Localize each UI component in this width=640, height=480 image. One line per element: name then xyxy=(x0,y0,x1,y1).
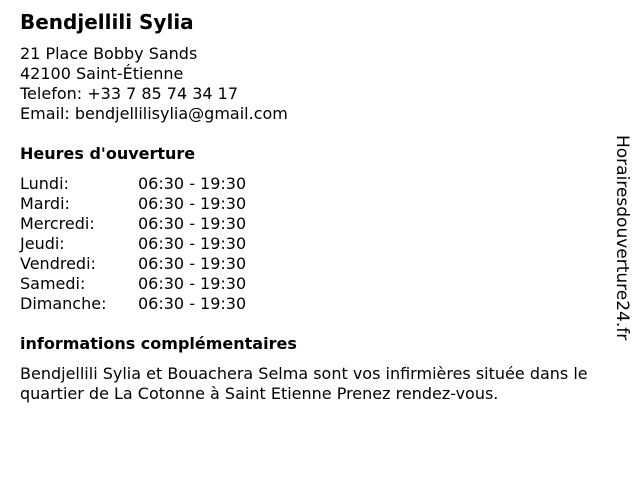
time-range: 06:30 - 19:30 xyxy=(138,274,247,293)
day-label: Lundi: xyxy=(20,174,69,193)
time-range: 06:30 - 19:30 xyxy=(138,194,247,213)
hours-row-thursday xyxy=(20,234,246,254)
contact-block xyxy=(20,44,288,124)
time-range: 06:30 - 19:30 xyxy=(138,254,247,273)
watermark-vertical xyxy=(612,135,632,345)
phone-number: Telefon: +33 7 85 74 34 17 xyxy=(20,84,239,103)
hours-row-sunday xyxy=(20,294,246,314)
day-label: Dimanche: xyxy=(20,294,107,313)
additional-info-text: Bendjellili Sylia et Bouachera Selma sont vos infirmières située dans le quartier de La Cotonne à Saint Etienne Prenez rendez-vous. xyxy=(20,364,588,403)
address-city: 42100 Saint-Étienne xyxy=(20,64,184,83)
email-address: Email: bendjellilisylia@gmail.com xyxy=(20,104,288,123)
day-label: Mardi: xyxy=(20,194,70,213)
day-label: Samedi: xyxy=(20,274,86,293)
time-range: 06:30 - 19:30 xyxy=(138,214,247,233)
watermark-text: Horairesdouverture24.fr xyxy=(612,135,632,341)
day-label: Mercredi: xyxy=(20,214,95,233)
opening-hours-heading: Heures d'ouverture xyxy=(20,144,196,163)
hours-row-monday xyxy=(20,174,246,194)
time-range: 06:30 - 19:30 xyxy=(138,294,247,313)
hours-row-wednesday xyxy=(20,214,246,234)
day-label: Jeudi: xyxy=(20,234,65,253)
hours-row-saturday xyxy=(20,274,246,294)
additional-info-heading: informations complémentaires xyxy=(20,334,297,353)
address-street: 21 Place Bobby Sands xyxy=(20,44,198,63)
time-range: 06:30 - 19:30 xyxy=(138,174,247,193)
hours-row-friday xyxy=(20,254,246,274)
opening-hours-list xyxy=(20,174,246,314)
time-range: 06:30 - 19:30 xyxy=(138,234,247,253)
hours-row-tuesday xyxy=(20,194,246,214)
day-label: Vendredi: xyxy=(20,254,96,273)
business-name: Bendjellili Sylia xyxy=(20,10,194,34)
